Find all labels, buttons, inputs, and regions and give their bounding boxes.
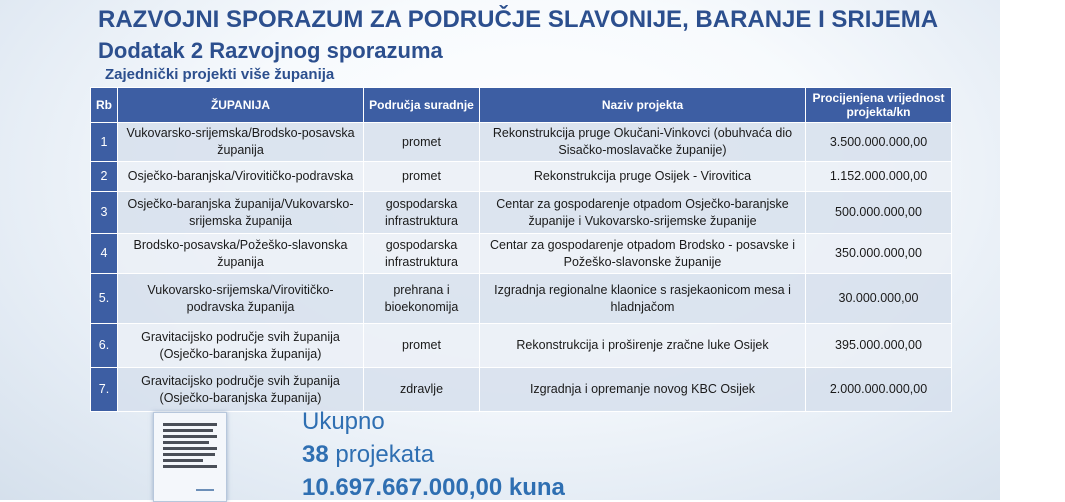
- summary-label: Ukupno: [302, 408, 385, 435]
- cell-vrijednost: 3.500.000.000,00: [806, 123, 952, 162]
- header-rb: Rb: [91, 88, 118, 123]
- summary-count-word: projekata: [335, 441, 435, 468]
- cell-vrijednost: 395.000.000,00: [806, 324, 952, 368]
- cell-vrijednost: 500.000.000,00: [806, 192, 952, 234]
- row-number: 5.: [91, 274, 118, 324]
- header-podrucje: Područja suradnje: [364, 88, 480, 123]
- cell-zupanija: Vukovarsko-srijemska/Virovitičko-podravska županija: [118, 274, 364, 324]
- cell-podrucje: zdravlje: [364, 368, 480, 412]
- cell-vrijednost: 30.000.000,00: [806, 274, 952, 324]
- cell-naziv: Izgradnja regionalne klaonice s rasjekaonicom mesa i hladnjačom: [480, 274, 806, 324]
- summary-count: [302, 441, 434, 469]
- cell-zupanija: Gravitacijsko područje svih županija (Osječko-baranjska županija): [118, 368, 364, 412]
- cell-naziv: Centar za gospodarenje otpadom Brodsko - posavske i Požeško-slavonske županije: [480, 234, 806, 274]
- cell-podrucje: gospodarska infrastruktura: [364, 234, 480, 274]
- row-number: 7.: [91, 368, 118, 412]
- table-row: [91, 162, 952, 192]
- table-row: [91, 324, 952, 368]
- cell-podrucje: promet: [364, 123, 480, 162]
- cell-zupanija: Osječko-baranjska/Virovitičko-podravska: [118, 162, 364, 192]
- cell-zupanija: Brodsko-posavska/Požeško-slavonska županija: [118, 234, 364, 274]
- table-row: [91, 274, 952, 324]
- header-vrijednost: Procijenjena vrijednost projekta/kn: [806, 88, 952, 123]
- summary-total: 10.697.667.000,00 kuna: [302, 474, 565, 501]
- cell-zupanija: Osječko-baranjska županija/Vukovarsko-srijemska županija: [118, 192, 364, 234]
- cell-podrucje: promet: [364, 162, 480, 192]
- summary-count-number: 38: [302, 441, 329, 468]
- cell-podrucje: promet: [364, 324, 480, 368]
- page-subtitle: Dodatak 2 Razvojnog sporazuma: [98, 38, 443, 63]
- cell-naziv: Rekonstrukcija i proširenje zračne luke Osijek: [480, 324, 806, 368]
- row-number: 2: [91, 162, 118, 192]
- table-row: [91, 192, 952, 234]
- header-naziv: Naziv projekta: [480, 88, 806, 123]
- cell-naziv: Rekonstrukcija pruge Okučani-Vinkovci (obuhvaća dio Sisačko-moslavačke županije): [480, 123, 806, 162]
- page-title: RAZVOJNI SPORAZUM ZA PODRUČJE SLAVONIJE, BARANJE I SRIJEMA: [98, 6, 939, 33]
- cell-podrucje: gospodarska infrastruktura: [364, 192, 480, 234]
- document-icon: [153, 412, 227, 502]
- cell-vrijednost: 2.000.000.000,00: [806, 368, 952, 412]
- cell-vrijednost: 350.000.000,00: [806, 234, 952, 274]
- table-header-row: [91, 88, 952, 123]
- table-row: [91, 123, 952, 162]
- right-margin: [1000, 0, 1065, 500]
- header-zupanija: ŽUPANIJA: [118, 88, 364, 123]
- cell-zupanija: Gravitacijsko područje svih županija (Osječko-baranjska županija): [118, 324, 364, 368]
- cell-zupanija: Vukovarsko-srijemska/Brodsko-posavska županija: [118, 123, 364, 162]
- cell-vrijednost: 1.152.000.000,00: [806, 162, 952, 192]
- cell-podrucje: prehrana i bioekonomija: [364, 274, 480, 324]
- table-row: [91, 368, 952, 412]
- cell-naziv: Rekonstrukcija pruge Osijek - Virovitica: [480, 162, 806, 192]
- row-number: 1: [91, 123, 118, 162]
- table-caption: Zajednički projekti više županija: [105, 66, 335, 83]
- row-number: 6.: [91, 324, 118, 368]
- cell-naziv: Izgradnja i opremanje novog KBC Osijek: [480, 368, 806, 412]
- table-row: [91, 234, 952, 274]
- projects-table: [90, 87, 952, 412]
- row-number: 3: [91, 192, 118, 234]
- row-number: 4: [91, 234, 118, 274]
- cell-naziv: Centar za gospodarenje otpadom Osječko-baranjske županije i Vukovarsko-srijemske županije: [480, 192, 806, 234]
